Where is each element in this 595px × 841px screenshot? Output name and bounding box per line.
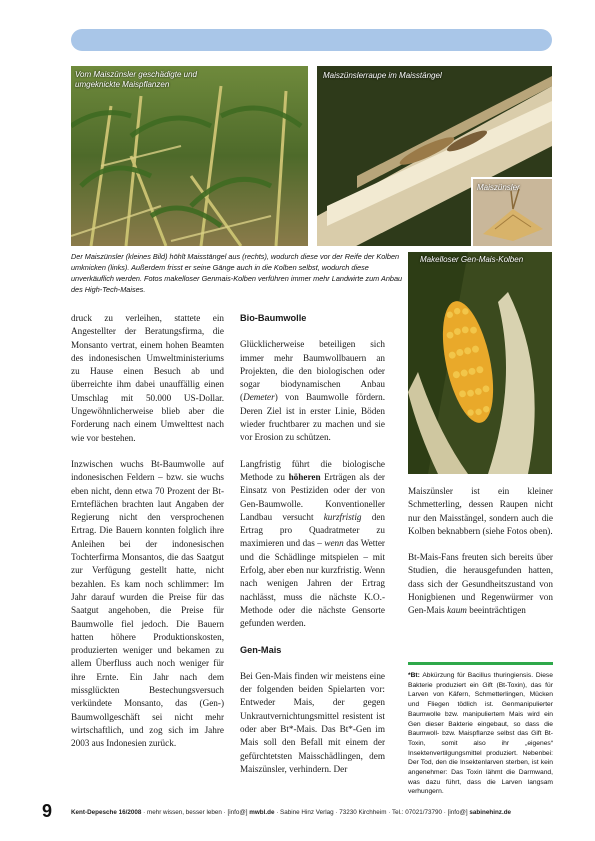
col2-paragraph-1: Glücklicherweise beteiligen sich immer mehr Baumwollbauern an Projekten, die den biologischen oder sogar biodynamischen Anbau (Demeter) von Baumwolle fördern. Deren Ziel ist in erster Linie, Böden wieder fruchtbarer zu machen und sie vor Erosion zu schützen. [240, 339, 385, 443]
footer-site-sabinehinz[interactable]: sabinehinz.de [469, 809, 512, 816]
footer-site-mwbl[interactable]: mwbl.de [249, 809, 275, 816]
page-number: 9 [42, 801, 53, 821]
moth-caption: Maiszünsler [477, 183, 520, 192]
cob-photo [408, 252, 552, 474]
bt-footnote [408, 662, 553, 797]
stalk-caption: Maiszünslerraupe im Maisstängel [323, 71, 442, 80]
heading-gen-mais: Gen-Mais [240, 644, 282, 655]
cob-caption: Makelloser Gen-Mais-Kolben [420, 255, 524, 264]
footer-issue: Kent-Depesche 16/2008 [71, 809, 142, 816]
col3-paragraph-2: Bt-Mais-Fans freuten sich bereits über Studien, die herausgefunden hatten, dass sich der Gesundheitszustand von Honigbienen und Regenwürmer von Gen-Mais kaum beeinträchtigen [408, 552, 553, 616]
col1-paragraph-1: druck zu verleihen, stattete ein Angestellter der Beratungsfirma, die Monsanto vertrat, einem hohen Beamten des indonesischen Umweltministeriums zu Hause einen Besuch ab und überreichte ihm dabei unauffällig einen Umschlag mit 50.000 US-Dollar. Ungewöhnlicherweise blieb aber die Forderung nach einem Umwelttest nach wie vor bestehen. [71, 313, 224, 443]
col1-paragraph-2: Inzwischen wuchs Bt-Baumwolle auf indonesischen Feldern – bzw. sie wuchs eben nicht, denn etwa 70 Prozent der Bt-Ernteflächen brachten laut Angaben der Regierung nicht den versprochenen Ertrag. Die Bauern konnten folglich ihre Anleihen bei der indonesischen Tochterfirma Monsantos, die das Saatgut zur Verfügung gestellt hatte, nicht bezahlen. Es kam noch schlimmer: Im Jahr darauf wurden die Preise für das Saatgut angehoben, die Preise für Baumwolle fiel jedoch. Die Bauern hatten höhere Produktionskosten, produzierten weniger und bekamen zu allem Überfluss auch noch weniger für ihre Ernte. Ein Jahr nach dem missglückten Bestechungsversuch verkündete Monsanto, das (Gen-) Baumwollgeschäft sei nicht mehr wirtschaftlich, und zog sich im Jahre 2003 aus Indonesien zurück. [71, 458, 224, 749]
cob-image [408, 252, 552, 474]
stalk-photo [317, 66, 552, 246]
main-caption: Der Maiszünsler (kleines Bild) höhlt Maisstängel aus (rechts), wodurch diese vor der Reife der Kolben umknicken (links). Außerdem frisst er seine Gänge auch in die Kolben selbst, wodurch diese unverkäuflich werden. Fotos makelloser Genmais-Kolben verführen immer mehr Landwirte zum Anbau des High-Tech-Maises. [71, 252, 403, 294]
column-1 [71, 312, 224, 751]
header-bar [71, 29, 552, 51]
footnote-text: Abkürzung für Bacillus thuringiensis. Diese Bakterie produziert ein Gift (Bt-Toxin), das für Larven von Käfern, Schmetterlingen, Mücken und Fliegen tödlich ist. Genmanipulierter Baumwolle bzw. manipuliertem Mais wird ein Gen dieser Bakterie eingebaut, so dass die Baumwoll- bzw. Maispflanze selbst das Gift Bt-Toxin, somit also ihr „eigenes“ Insektenvertilgungsmittel produziert. Nebenbei: Der Tod, den die Insektenlarven sterben, ist kein angenehmer: Das Toxin lähmt die Darmwand, was dazu führt, dass die Larven langsam verhungern. [408, 672, 553, 796]
col3-paragraph-1: Maiszünsler ist ein kleiner Schmetterling, dessen Raupen nicht nur den Maisstängel, sondern auch die Kolben beknabbern (siehe Fotos oben). [408, 486, 553, 536]
moth-photo [471, 177, 552, 246]
footer: Kent-Depesche 16/2008 · mehr wissen, besser leben · [info@] mwbl.de · Sabine Hinz Verlag · 73230 Kirchheim · Tel.: 07021/73790 · [info@] sabinehinz.de [71, 809, 512, 816]
cornfield-image [71, 66, 308, 246]
cornfield-caption: Vom Maiszünsler geschädigte und umgeknickte Maispflanzen [75, 70, 197, 89]
col2-paragraph-2: Langfristig führt die biologische Methode zu höheren Erträgen als der Einsatz von Pestiziden oder der von Gen-Baumwolle. Konventioneller Landbau versucht kurzfristig den Ertrag pro Quadratmeter zu maximieren und das – wenn das Wetter und die Schädlinge mitspielen – mit Erfolg, aber eben nur kurzfristig. Wenn nach wenigen Jahren der Ertrag nachlässt, muss die nächste K.O.-Methode oder die nächste Gensorte gefunden werden. [240, 458, 385, 629]
column-3 [408, 485, 553, 618]
cornfield-photo [71, 66, 308, 246]
col2-paragraph-3: Bei Gen-Mais finden wir meistens eine der folgenden beiden Spielarten vor: Entweder Mais, der gegen Unkrautvernichtungsmittel resistent ist oder aber Bt*-Mais. Das Bt*-Gen im Mais soll den Befall mit einem der gefürchtetsten Maisschädlingen, dem Maiszünsler, verhindern. Der [240, 670, 385, 774]
footnote-term: *Bt: [408, 672, 420, 679]
column-2 [240, 312, 385, 776]
heading-bio-baumwolle: Bio-Baumwolle [240, 313, 307, 323]
